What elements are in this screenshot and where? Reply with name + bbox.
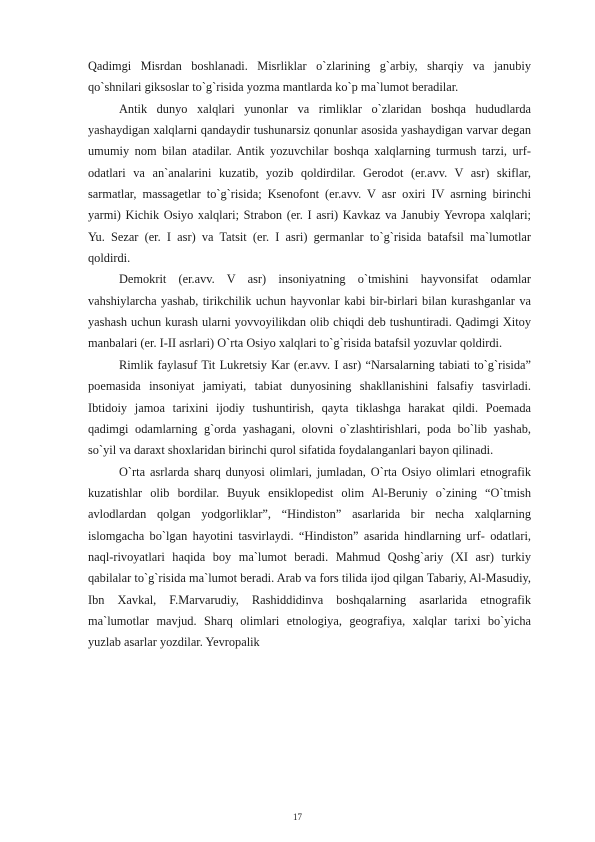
body-text [88, 56, 531, 654]
paragraph-2: Antik dunyo xalqlari yunonlar va rimliklar o`zlaridan boshqa hududlarda yashaydigan xalqlarni qandaydir tushunarsiz qonunlar asosida yashaydigan varvar degan umumiy nom bilan atadilar. Antik yozuvchilar boshqa xalqlarning turmush tarzi, urf-odatlari va an`analarini kuzatib, yozib qoldirdilar. Gerodot (er.avv. V asr) skiflar, sarmatlar, massagetlar to`g`risida; Ksenofont (er.avv. V asr oxiri IV asrning birinchi yarmi) Kichik Osiyo xalqlari; Strabon (er. I asri) Kavkaz va Janubiy Yevropa xalqlari; Yu. Sezar (er. I asr) va Tatsit (er. I asri) germanlar to`g`risida batafsil ma`lumotlar qoldirdi. [88, 101, 531, 266]
page-number: 17 [293, 812, 302, 822]
paragraph-1: Qadimgi Misrdan boshlanadi. Misrliklar o`zlarining g`arbiy, sharqiy va janubiy qo`shnilari giksoslar to`g`risida yozma mantlarda ko`p ma`lumot beradilar. [88, 59, 531, 95]
paragraph-3: Demokrit (er.avv. V asr) insoniyatning o`tmishini hayvonsifat odamlar vahshiylarcha yashab, tirikchilik uchun hayvonlar kabi bir-birlari bilan kurashganlar va yashash uchun kurash ularni yovvoyilikdan olib chiqdi deb tushuntiradi. Qadimgi Xitoy manbalari (er. I-II asrlari) O`rta Osiyo xalqlari to`g`risida batafsil yozuvlar qoldirdi. [88, 272, 531, 351]
paragraph-4: Rimlik faylasuf Tit Lukretsiy Kar (er.avv. I asr) “Narsalarning tabiati to`g`risida” poemasida insoniyat jamiyati, tabiat dunyosining shakllanishini falsafiy tasvirladi. Ibtidoiy jamoa tarixini ijodiy tushuntirish, qayta tiklashga harakat qildi. Poemada qadimgi odamlarning g`orda yashagani, olovni o`zlashtirishlari, poda bo`lib yashab, so`yil va daraxt shoxlaridan birinchi qurol sifatida foydalanganlari bayon qilinadi. [88, 357, 531, 458]
paragraph-5: O`rta asrlarda sharq dunyosi olimlari, jumladan, O`rta Osiyo olimlari etnografik kuzatishlar olib bordilar. Buyuk ensiklopedist olim Al-Beruniy o`zining “O`tmish avlodlardan qolgan yodgorliklar”, “Hindiston” asarlarida bir necha xalqlarning islomgacha bo`lgan hayotini tasvirlaydi. “Hindiston” asarida hindlarning urf- odatlari, naql-rivoyatlari haqida boy ma`lumot beradi. Mahmud Qoshg`ariy (XI asr) turkiy qabilalar to`g`risida ma`lumot beradi. Arab va fors tilida ijod qilgan Tabariy, Al-Masudiy, Ibn Xavkal, F.Marvarudiy, Rashiddidinva boshqalarning asarlarida etnografik ma`lumotlar mavjud. Sharq olimlari etnologiya, geografiya, xalqlar tarixi bo`yicha yuzlab asarlar yozdilar. Yevropalik [88, 464, 531, 650]
